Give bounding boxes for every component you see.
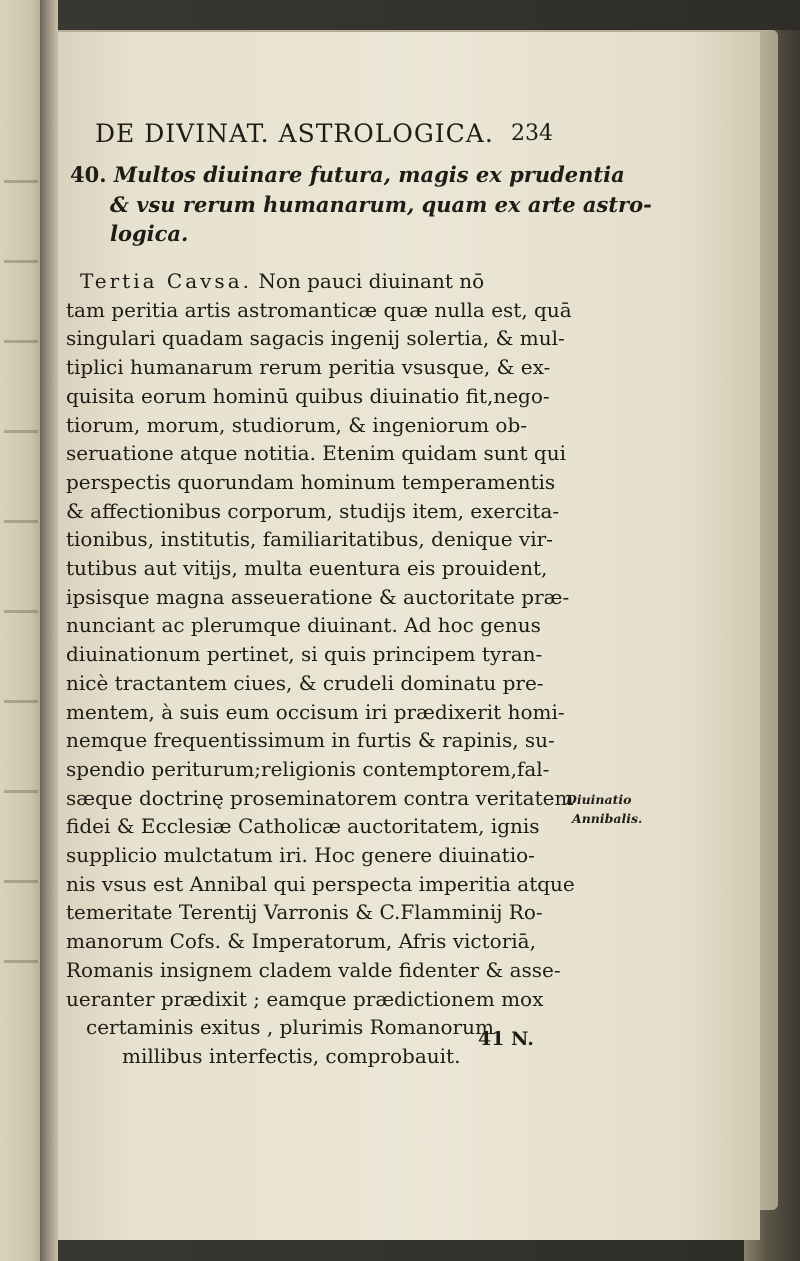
chapter-heading (70, 160, 652, 249)
text-line: supplicio mulctatum iri. Hoc genere diuinatio- (66, 843, 535, 868)
text-line: nicè tractantem ciues, & crudeli dominatu pre- (66, 670, 544, 695)
text-line: nunciant ac plerumque diuinant. Ad hoc genus (66, 613, 541, 638)
text-line: tionibus, institutis, familiaritatibus, denique vir- (66, 527, 553, 552)
chapter-title-line: & vsu rerum humanarum, quam ex arte astro- (110, 191, 652, 217)
chapter-number: 40. (70, 162, 107, 187)
text-line: seruatione atque notitia. Etenim quidam sunt qui (66, 441, 566, 466)
text-line: Romanis insignem cladem valde fidenter & asse- (66, 957, 561, 982)
text-line: quisita eorum hominū quibus diuinatio fit,nego- (66, 383, 550, 408)
chapter-title-line: Multos diuinare futura, magis ex prudentia (113, 162, 625, 187)
text-line: & affectionibus corporum, studijs item, exercita- (66, 498, 560, 523)
text-line: manorum Cofs. & Imperatorum, Afris victoriā, (66, 929, 536, 954)
text-line: perspectis quorundam hominum temperamentis (66, 469, 556, 494)
running-title: DE DIVINAT. ASTROLOGICA. (95, 119, 494, 148)
text-line: tiplici humanarum rerum peritia vsusque, & ex- (66, 355, 551, 380)
text-line: sæque doctrinę proseminatorem contra veritatem (66, 785, 574, 810)
text-line: millibus interfectis, comprobauit. (122, 1043, 461, 1068)
text-line: singulari quadam sagacis ingenij solertia, & mul- (66, 326, 565, 351)
text-line: fidei & Ecclesiæ Catholicæ auctoritatem, ignis (66, 814, 540, 839)
book-gutter (40, 0, 58, 1261)
text-line: nemque frequentissimum in furtis & rapinis, su- (66, 728, 555, 753)
text-line: mentem, à suis eum occisum iri prædixerit homi- (66, 699, 565, 724)
catchword: 41 N. (478, 1028, 534, 1050)
marginal-note-line: Diuinatio (566, 792, 632, 807)
body-text (66, 267, 575, 1071)
text-line: Non pauci diuinant nō (258, 269, 485, 293)
text-line: certaminis exitus , plurimis Romanorum (86, 1015, 494, 1040)
text-line: diuinationum pertinet, si quis principem tyran- (66, 642, 543, 667)
text-line: tam peritia artis astromanticæ quæ nulla est, quā (66, 297, 572, 322)
text-line: tiorum, morum, studiorum, & ingeniorum ob- (66, 412, 528, 437)
section-lead: Tertia Cavsa. (80, 269, 252, 293)
page-number: 234 (511, 121, 553, 146)
text-line: temeritate Terentij Varronis & C.Flamminij Ro- (66, 900, 543, 925)
marginal-note-line: Annibalis. (572, 811, 643, 826)
text-line: ipsisque magna asseueratione & auctoritate præ- (66, 584, 570, 609)
text-line: ueranter prædixit ; eamque prædictionem mox (66, 986, 544, 1011)
chapter-title-line: logica. (110, 221, 189, 246)
text-line: nis vsus est Annibal qui perspecta imperitia atque (66, 871, 575, 896)
text-line: tutibus aut vitijs, multa euentura eis prouident, (66, 556, 548, 581)
marginal-note (566, 790, 642, 828)
text-line: spendio periturum;religionis contemptorem,fal- (66, 756, 550, 781)
